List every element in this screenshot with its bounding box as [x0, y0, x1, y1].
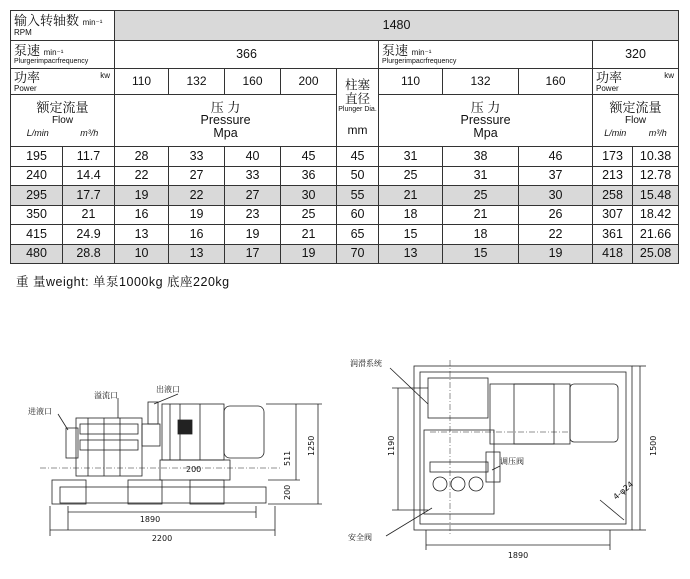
pressure-unit-2: Mpa — [473, 126, 498, 140]
right-cyl-3 — [469, 477, 483, 491]
pressure-cell: 27 — [169, 166, 225, 186]
flow-unit-m3h: m³/h — [80, 128, 99, 138]
left-pump-head — [80, 424, 138, 434]
right-label-safety: 安全阀 — [348, 533, 372, 542]
power-label-cn-2: 功率 — [596, 69, 623, 85]
pump-speed-left: 366 — [115, 41, 379, 69]
power-left-1: 132 — [169, 69, 225, 95]
pressure-cell-2: 26 — [519, 205, 593, 225]
pump-speed-label-cn-2: 泵速 — [382, 42, 409, 58]
pressure-cell: 22 — [115, 166, 169, 186]
pressure-cell-2: 19 — [519, 244, 593, 264]
right-pump-top — [428, 378, 488, 418]
rpm-value: 1480 — [115, 11, 679, 41]
pressure-cell: 27 — [225, 186, 281, 206]
flow-lmin-cell-2: 307 — [593, 205, 633, 225]
pressure-unit: Mpa — [213, 126, 238, 140]
pressure-cell: 16 — [115, 205, 169, 225]
right-motor — [490, 384, 570, 444]
flow-m3h-cell-2: 21.66 — [633, 225, 679, 245]
flow-lmin-cell: 480 — [11, 244, 63, 264]
left-dim-200-b: 200 — [186, 465, 202, 474]
flow-m3h-cell: 28.8 — [63, 244, 115, 264]
pressure-label-en: Pressure — [200, 113, 251, 127]
flow-m3h-cell-2: 15.48 — [633, 186, 679, 206]
pressure-cell: 19 — [115, 186, 169, 206]
pressure-cell: 19 — [281, 244, 337, 264]
left-dim-1890: 1890 — [139, 515, 161, 524]
right-frame-outer — [414, 366, 632, 530]
pressure-cell-2: 31 — [443, 166, 519, 186]
pressure-cell-2: 38 — [443, 147, 519, 167]
right-label-lube: 润滑系统 — [350, 359, 382, 368]
flow-m3h-cell-2: 18.42 — [633, 205, 679, 225]
power-left-0: 110 — [115, 69, 169, 95]
pressure-cell: 45 — [281, 147, 337, 167]
pressure-cell: 25 — [281, 205, 337, 225]
flow-label-en-2: Flow — [624, 115, 647, 126]
pressure-cell: 30 — [281, 186, 337, 206]
pump-speed-label-en-2: Plurgerimpacrfrequency — [382, 57, 457, 65]
plunger-dia-cell: 50 — [337, 166, 379, 186]
power-label-cn: 功率 — [14, 69, 41, 85]
right-dim-phi24: 4-φ24 — [611, 479, 636, 502]
flow-m3h-cell: 21 — [63, 205, 115, 225]
pressure-cell: 19 — [225, 225, 281, 245]
pump-speed-unit: min⁻¹ — [43, 47, 64, 57]
pressure-cell: 13 — [169, 244, 225, 264]
pressure-cell-2: 13 — [379, 244, 443, 264]
right-dim-1890: 1890 — [507, 551, 529, 560]
right-label-regulator: 调压阀 — [500, 457, 524, 466]
left-outlet-pipe — [148, 402, 158, 424]
pump-speed-label-cn: 泵速 — [14, 42, 41, 58]
right-cyl-2 — [451, 477, 465, 491]
pressure-cell-2: 25 — [443, 186, 519, 206]
pressure-cell-2: 18 — [443, 225, 519, 245]
pressure-label-en-2: Pressure — [460, 113, 511, 127]
pressure-cell-2: 15 — [379, 225, 443, 245]
flow-unit-m3h-2: m³/h — [648, 128, 667, 138]
pressure-cell-2: 21 — [443, 205, 519, 225]
right-leader-regulator — [492, 466, 500, 470]
flow-unit-lmin-2: L/min — [604, 128, 627, 138]
pressure-cell-2: 25 — [379, 166, 443, 186]
plunger-dia-cell: 70 — [337, 244, 379, 264]
left-motor-fan — [224, 406, 264, 458]
power-unit-2: kw — [664, 70, 675, 80]
rpm-label-en: RPM — [14, 28, 32, 37]
pressure-cell-2: 21 — [379, 186, 443, 206]
right-manifold — [430, 462, 488, 472]
pressure-cell: 28 — [115, 147, 169, 167]
pressure-cell-2: 46 — [519, 147, 593, 167]
left-dim-511: 511 — [283, 450, 292, 466]
plunger-dia-cell: 45 — [337, 147, 379, 167]
flow-m3h-cell-2: 10.38 — [633, 147, 679, 167]
right-leader-lube — [390, 368, 428, 404]
left-label-overflow: 溢流口 — [94, 391, 118, 400]
power-left-3: 200 — [281, 69, 337, 95]
flow-m3h-cell: 17.7 — [63, 186, 115, 206]
flow-m3h-cell-2: 25.08 — [633, 244, 679, 264]
power-left-2: 160 — [225, 69, 281, 95]
pressure-cell: 33 — [169, 147, 225, 167]
plunger-unit: mm — [347, 123, 368, 137]
pressure-cell: 33 — [225, 166, 281, 186]
right-cyl-1 — [433, 477, 447, 491]
right-plan-view — [386, 360, 646, 550]
pump-speed-unit-2: min⁻¹ — [411, 47, 432, 57]
flow-lmin-cell-2: 258 — [593, 186, 633, 206]
left-leader-outlet — [154, 394, 178, 404]
power-label-en-2: Power — [596, 83, 619, 93]
left-leader-inlet — [58, 414, 68, 430]
flow-m3h-cell: 11.7 — [63, 147, 115, 167]
pressure-cell-2: 30 — [519, 186, 593, 206]
flow-m3h-cell-2: 12.78 — [633, 166, 679, 186]
rpm-unit: min⁻¹ — [82, 18, 103, 27]
left-motor — [162, 404, 224, 460]
flow-lmin-cell: 240 — [11, 166, 63, 186]
power-right-1: 132 — [443, 69, 519, 95]
pressure-cell: 16 — [169, 225, 225, 245]
left-side-view — [40, 394, 322, 536]
left-dim-2200: 2200 — [151, 534, 173, 543]
right-leader-phi24 — [600, 500, 624, 520]
pressure-cell: 23 — [225, 205, 281, 225]
left-dim-200-a: 200 — [283, 484, 292, 500]
rpm-label-cn: 输入转轴数 — [14, 13, 80, 28]
flow-m3h-cell: 14.4 — [63, 166, 115, 186]
pressure-cell: 22 — [169, 186, 225, 206]
weight-note: 重 量weight: 单泵1000kg 底座220kg — [16, 275, 230, 289]
pressure-cell: 10 — [115, 244, 169, 264]
pressure-cell-2: 22 — [519, 225, 593, 245]
plunger-label-en: Plunger Dia. — [338, 106, 377, 113]
flow-lmin-cell-2: 213 — [593, 166, 633, 186]
plunger-dia-cell: 65 — [337, 225, 379, 245]
flow-lmin-cell-2: 361 — [593, 225, 633, 245]
flow-unit-lmin: L/min — [26, 128, 49, 138]
right-dim-1500: 1500 — [649, 435, 658, 456]
pressure-cell: 17 — [225, 244, 281, 264]
left-label-outlet: 出液口 — [156, 385, 180, 394]
flow-label-cn-2: 额定流量 — [609, 100, 662, 115]
plunger-dia-cell: 60 — [337, 205, 379, 225]
pressure-cell-2: 31 — [379, 147, 443, 167]
flow-lmin-cell-2: 418 — [593, 244, 633, 264]
flow-lmin-cell-2: 173 — [593, 147, 633, 167]
left-pump-body — [76, 418, 142, 476]
right-motor-core — [514, 384, 554, 444]
left-dim-1250: 1250 — [307, 435, 316, 456]
flow-m3h-cell: 24.9 — [63, 225, 115, 245]
pressure-label-cn-2: 压 力 — [470, 100, 501, 115]
plunger-label-cn-2: 直径 — [345, 92, 371, 106]
flow-lmin-cell: 295 — [11, 186, 63, 206]
pressure-cell: 13 — [115, 225, 169, 245]
left-terminal-box — [178, 420, 192, 434]
flow-label-en: Flow — [51, 115, 74, 126]
plunger-label-cn-1: 柱塞 — [345, 78, 371, 92]
power-right-0: 110 — [379, 69, 443, 95]
pressure-cell: 36 — [281, 166, 337, 186]
pump-speed-label-en: Plurgerimpacrfrequency — [14, 57, 89, 65]
flow-lmin-cell: 195 — [11, 147, 63, 167]
pump-speed-right: 320 — [593, 41, 679, 69]
left-coupling — [142, 424, 160, 446]
right-leader-safety — [386, 508, 432, 536]
flow-label-cn: 额定流量 — [36, 100, 89, 115]
power-label-en: Power — [14, 83, 37, 93]
pressure-label-cn: 压 力 — [210, 100, 241, 115]
left-pump-head-2 — [80, 440, 138, 450]
left-skid — [60, 487, 266, 503]
right-frame-inner — [420, 372, 626, 524]
flow-lmin-cell: 350 — [11, 205, 63, 225]
pressure-cell-2: 15 — [443, 244, 519, 264]
pressure-cell: 19 — [169, 205, 225, 225]
right-motor-fan — [570, 384, 618, 442]
pressure-cell-2: 37 — [519, 166, 593, 186]
left-label-inlet: 进液口 — [28, 407, 52, 416]
plunger-dia-cell: 55 — [337, 186, 379, 206]
pressure-cell: 40 — [225, 147, 281, 167]
power-right-2: 160 — [519, 69, 593, 95]
power-unit: kw — [100, 70, 111, 80]
pressure-cell-2: 18 — [379, 205, 443, 225]
flow-lmin-cell: 415 — [11, 225, 63, 245]
pressure-cell: 21 — [281, 225, 337, 245]
right-dim-1190: 1190 — [387, 435, 396, 456]
